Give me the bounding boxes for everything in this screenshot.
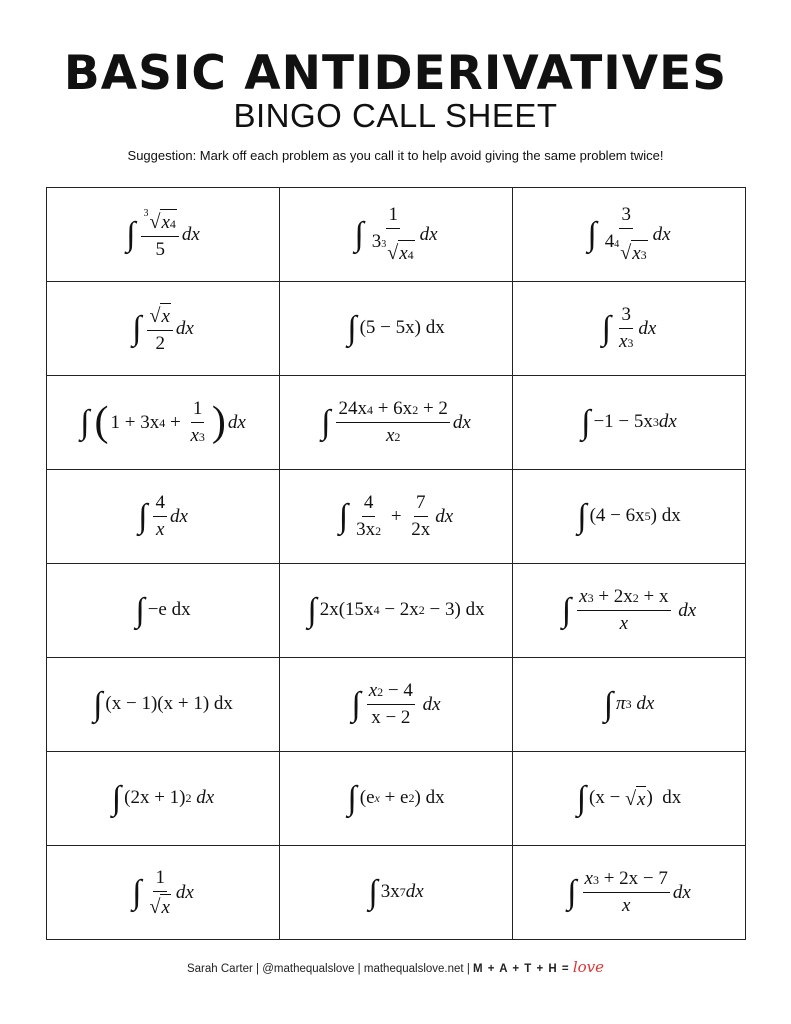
problem-cell[interactable]	[513, 564, 746, 658]
big-parenthesis: )	[211, 399, 226, 446]
math-text: (4 − 6x	[589, 505, 645, 527]
integral-expression	[604, 686, 655, 723]
radical-sign: √	[625, 787, 637, 810]
numerator	[619, 204, 633, 229]
integral-expression	[562, 586, 696, 635]
integral-sign: ∫	[577, 497, 587, 535]
denominator	[618, 611, 630, 635]
math-text: 2x	[411, 519, 431, 540]
radical	[614, 240, 647, 265]
exponent: 3	[652, 415, 659, 430]
table-row	[47, 188, 746, 282]
problem-cell[interactable]	[280, 376, 513, 470]
math-text: (x −	[589, 787, 626, 809]
math-text: 4	[363, 492, 374, 513]
problem-cell[interactable]	[280, 564, 513, 658]
problem-cell[interactable]	[513, 188, 746, 282]
math-text: dx	[191, 787, 215, 809]
integral-sign: ∫	[603, 685, 614, 723]
integral-expression	[587, 204, 670, 265]
exponent: 2	[394, 430, 401, 444]
math-text: +	[386, 505, 407, 527]
math-text: (5 − 5x) dx	[359, 317, 445, 339]
math-text: 1	[388, 204, 398, 225]
integral-sign: ∫	[132, 873, 142, 911]
radicand	[160, 209, 176, 234]
integral-sign: ∫	[601, 309, 611, 347]
radical	[381, 240, 414, 265]
problem-cell[interactable]	[47, 846, 280, 940]
fraction	[354, 492, 383, 541]
math-text: dx	[672, 881, 691, 903]
exponent: 2	[185, 791, 192, 806]
problem-cell[interactable]	[47, 282, 280, 376]
exponent: 4	[366, 403, 373, 417]
problem-cell[interactable]	[513, 282, 746, 376]
radicand	[631, 240, 647, 265]
math-text: − 4	[383, 680, 413, 701]
footer-motto: M + A + T + H =	[473, 963, 570, 975]
math-text: x	[161, 305, 170, 327]
exponent: 5	[644, 509, 651, 524]
numerator	[141, 209, 178, 237]
fraction	[370, 204, 417, 265]
radical	[143, 209, 176, 234]
integral-expression	[126, 209, 200, 261]
table-row	[47, 846, 746, 940]
integral-sign: ∫	[321, 403, 331, 441]
radical-sign: √	[149, 304, 161, 327]
math-text: x	[161, 211, 170, 233]
math-text: x − 2	[371, 707, 411, 728]
fraction	[603, 204, 650, 265]
math-text: dx	[227, 411, 246, 433]
fraction	[583, 868, 670, 917]
math-text: dx	[417, 693, 441, 715]
denominator	[620, 893, 632, 917]
math-text: + x	[638, 586, 669, 607]
denominator	[603, 229, 650, 265]
math-text: ) dx	[646, 787, 682, 809]
radical	[149, 303, 170, 328]
math-text: dx	[658, 411, 677, 433]
footer-handle: @mathequalslove	[262, 963, 355, 975]
numerator	[147, 303, 172, 331]
integral-sign: ∫	[576, 779, 587, 817]
table-row	[47, 282, 746, 376]
numerator	[336, 398, 449, 423]
problem-cell[interactable]	[280, 188, 513, 282]
radical	[149, 894, 170, 919]
radical-sign: √	[387, 242, 399, 264]
integral-sign: ∫	[581, 403, 591, 441]
radical-index: 4	[614, 239, 620, 250]
math-text: dx	[435, 505, 454, 527]
fraction	[153, 492, 167, 541]
fraction	[336, 398, 449, 447]
fraction	[147, 303, 172, 355]
numerator	[367, 680, 415, 705]
problem-cell[interactable]	[280, 846, 513, 940]
exponent: 3	[198, 430, 205, 444]
integral-expression	[132, 867, 194, 919]
denominator	[188, 423, 206, 447]
integral-sign: ∫	[338, 497, 349, 535]
integral-sign: ∫	[111, 779, 122, 817]
math-text: ) dx	[414, 787, 445, 809]
numerator	[362, 492, 376, 517]
integral-expression	[321, 398, 471, 447]
integral-sign: ∫	[351, 685, 361, 723]
numerator	[191, 398, 205, 423]
math-text: dx	[405, 881, 424, 903]
radicand	[636, 786, 646, 811]
math-text: 24x	[338, 398, 367, 419]
radical	[625, 786, 646, 811]
exponent: x	[374, 791, 380, 806]
denominator	[617, 329, 635, 353]
problem-cell[interactable]	[280, 752, 513, 846]
integral-sign: ∫	[354, 215, 364, 253]
footer	[0, 958, 791, 976]
numerator	[386, 204, 400, 229]
integral-expression	[347, 780, 444, 817]
integral-expression	[602, 304, 657, 353]
problem-cell[interactable]	[47, 658, 280, 752]
big-parenthesis: (	[94, 399, 109, 446]
integral-expression	[581, 404, 677, 441]
math-text: dx	[181, 223, 200, 245]
page-subtitle: BINGO CALL SHEET	[233, 97, 558, 134]
numerator	[577, 586, 670, 611]
math-text: dx	[169, 505, 188, 527]
exponent: 2	[412, 403, 419, 417]
integral-expression	[93, 686, 233, 723]
math-text: 1	[155, 866, 165, 888]
math-text: 5	[155, 238, 165, 260]
denominator	[409, 517, 432, 541]
radical-index: 3	[143, 207, 149, 219]
radicand	[160, 894, 170, 919]
problem-cell[interactable]	[280, 658, 513, 752]
math-text: 3x	[356, 519, 376, 540]
integral-expression	[307, 592, 484, 629]
integral-sign: ∫	[347, 309, 357, 347]
bingo-call-table	[46, 187, 746, 940]
integral-expression	[577, 780, 682, 817]
math-text: 3	[371, 231, 382, 252]
problem-cell[interactable]	[47, 470, 280, 564]
denominator	[354, 517, 383, 541]
radicand	[160, 303, 170, 328]
integral-sign: ∫	[135, 591, 145, 629]
numerator	[414, 492, 428, 517]
math-text: dx	[673, 599, 697, 621]
problem-cell[interactable]	[47, 188, 280, 282]
math-text: (x − 1)(x + 1) dx	[105, 693, 233, 715]
integral-sign: ∫	[587, 215, 597, 253]
integral-expression	[132, 303, 194, 355]
math-text: ) dx	[650, 505, 681, 527]
denominator	[153, 237, 167, 261]
footer-site: mathequalslove.net	[363, 963, 464, 975]
fraction	[141, 209, 178, 261]
math-text: dx	[652, 223, 671, 245]
math-text: x	[368, 680, 378, 701]
page-title: BASIC ANTIDERIVATIVES	[63, 46, 728, 101]
integral-sign: ∫	[567, 873, 577, 911]
integral-sign: ∫	[80, 403, 90, 441]
denominator	[153, 331, 167, 355]
math-text: x	[161, 896, 170, 918]
separator: |	[466, 963, 470, 975]
numerator	[153, 492, 167, 517]
problem-cell[interactable]	[47, 376, 280, 470]
exponent: 4	[159, 415, 166, 430]
math-text: π	[616, 693, 626, 715]
math-text: x	[385, 425, 395, 446]
problem-cell[interactable]	[280, 282, 513, 376]
integral-expression	[354, 204, 437, 265]
radical-sign: √	[620, 242, 632, 264]
integral-expression	[567, 868, 691, 917]
math-text: x	[632, 243, 641, 264]
math-text: (e	[359, 787, 375, 809]
numerator	[153, 867, 167, 892]
denominator	[384, 423, 402, 447]
denominator	[369, 705, 412, 729]
fraction	[188, 398, 206, 447]
fraction	[577, 586, 670, 635]
math-text: dx	[631, 693, 655, 715]
problem-cell[interactable]	[513, 658, 746, 752]
footer-author: Sarah Carter	[186, 963, 253, 975]
math-text: x	[621, 895, 631, 916]
integral-expression	[138, 492, 188, 541]
exponent: 3	[627, 336, 634, 350]
exponent: 4	[373, 603, 380, 618]
math-text: + 2x	[593, 586, 633, 607]
math-text: 1 + 3x	[110, 411, 160, 433]
math-text: 3x	[380, 881, 400, 903]
problem-cell[interactable]	[47, 752, 280, 846]
integral-expression	[135, 592, 190, 629]
math-text: + 2	[418, 398, 448, 419]
math-text: 7	[416, 492, 426, 513]
problem-cell[interactable]	[47, 564, 280, 658]
math-text: dx	[175, 881, 194, 903]
problem-cell[interactable]	[513, 376, 746, 470]
exponent: 2	[377, 685, 384, 699]
fraction	[409, 492, 432, 541]
integral-expression	[339, 492, 453, 541]
math-text: − 3) dx	[424, 599, 485, 621]
radical-index: 3	[381, 239, 387, 250]
numerator	[583, 868, 670, 893]
table-row	[47, 376, 746, 470]
table-row	[47, 752, 746, 846]
exponent: 3	[587, 591, 594, 605]
exponent: 4	[407, 248, 414, 262]
math-text: dx	[638, 317, 657, 339]
exponent: 2	[418, 603, 425, 618]
problem-cell[interactable]	[513, 846, 746, 940]
integral-sign: ∫	[347, 779, 357, 817]
table-row	[47, 658, 746, 752]
exponent: 2	[375, 524, 382, 538]
math-text: + 2x − 7	[598, 868, 668, 889]
integral-sign: ∫	[561, 591, 572, 629]
math-text: (2x + 1)	[124, 787, 186, 809]
integral-expression	[347, 310, 444, 347]
math-text: 1	[192, 398, 203, 419]
table-row	[47, 470, 746, 564]
math-text: 2	[155, 332, 165, 354]
radical-sign: √	[149, 895, 161, 918]
math-text: x	[619, 613, 629, 634]
fraction	[147, 867, 172, 919]
math-text: + 6x	[372, 398, 413, 419]
integral-sign: ∫	[138, 497, 148, 535]
integral-expression	[112, 780, 214, 817]
math-text: x	[618, 331, 628, 352]
separator: |	[256, 963, 260, 975]
table-row	[47, 564, 746, 658]
integral-expression	[368, 874, 423, 911]
math-text: x	[637, 788, 646, 810]
math-text: x	[399, 243, 408, 264]
radicand	[398, 240, 414, 265]
separator: |	[357, 963, 361, 975]
math-text: 4	[155, 492, 165, 513]
integral-expression	[80, 398, 246, 447]
exponent: 3	[592, 873, 599, 887]
math-text: dx	[175, 317, 194, 339]
math-text: 2x(15x	[319, 599, 374, 621]
exponent: 4	[169, 216, 176, 231]
math-text: −1 − 5x	[593, 411, 653, 433]
math-text: 4	[604, 231, 615, 252]
math-text: −e dx	[147, 599, 191, 621]
math-text: dx	[419, 223, 438, 245]
math-text: + e	[379, 787, 409, 809]
denominator	[154, 517, 166, 541]
problem-cell[interactable]	[513, 752, 746, 846]
math-text: +	[165, 411, 186, 433]
math-text: − 2x	[379, 599, 419, 621]
problem-cell[interactable]	[513, 470, 746, 564]
integral-sign: ∫	[132, 309, 142, 347]
math-text: x	[584, 868, 593, 889]
math-text: x	[155, 519, 165, 540]
integral-sign: ∫	[307, 591, 317, 629]
exponent: 3	[625, 697, 632, 712]
math-text: x	[190, 425, 199, 446]
fraction	[367, 680, 415, 729]
suggestion-text: Suggestion: Mark off each problem as you call it to help avoid giving the same problem twice!	[127, 148, 664, 163]
exponent: 2	[408, 791, 415, 806]
denominator	[370, 229, 417, 265]
fraction	[617, 304, 635, 353]
exponent: 2	[632, 591, 639, 605]
integral-expression	[351, 680, 440, 729]
integral-sign: ∫	[126, 215, 136, 253]
integral-sign: ∫	[368, 873, 378, 911]
problem-cell[interactable]	[280, 470, 513, 564]
exponent: 3	[640, 248, 647, 262]
radical-sign: √	[149, 210, 161, 233]
integral-expression	[577, 498, 680, 535]
math-text: 3	[621, 204, 631, 225]
numerator	[619, 304, 633, 329]
love-logo: love	[572, 958, 604, 976]
integral-sign: ∫	[93, 685, 103, 723]
math-text: dx	[452, 411, 471, 433]
denominator	[147, 892, 172, 919]
exponent: 7	[399, 885, 406, 900]
math-text: 3	[621, 304, 631, 325]
math-text: x	[579, 586, 588, 607]
